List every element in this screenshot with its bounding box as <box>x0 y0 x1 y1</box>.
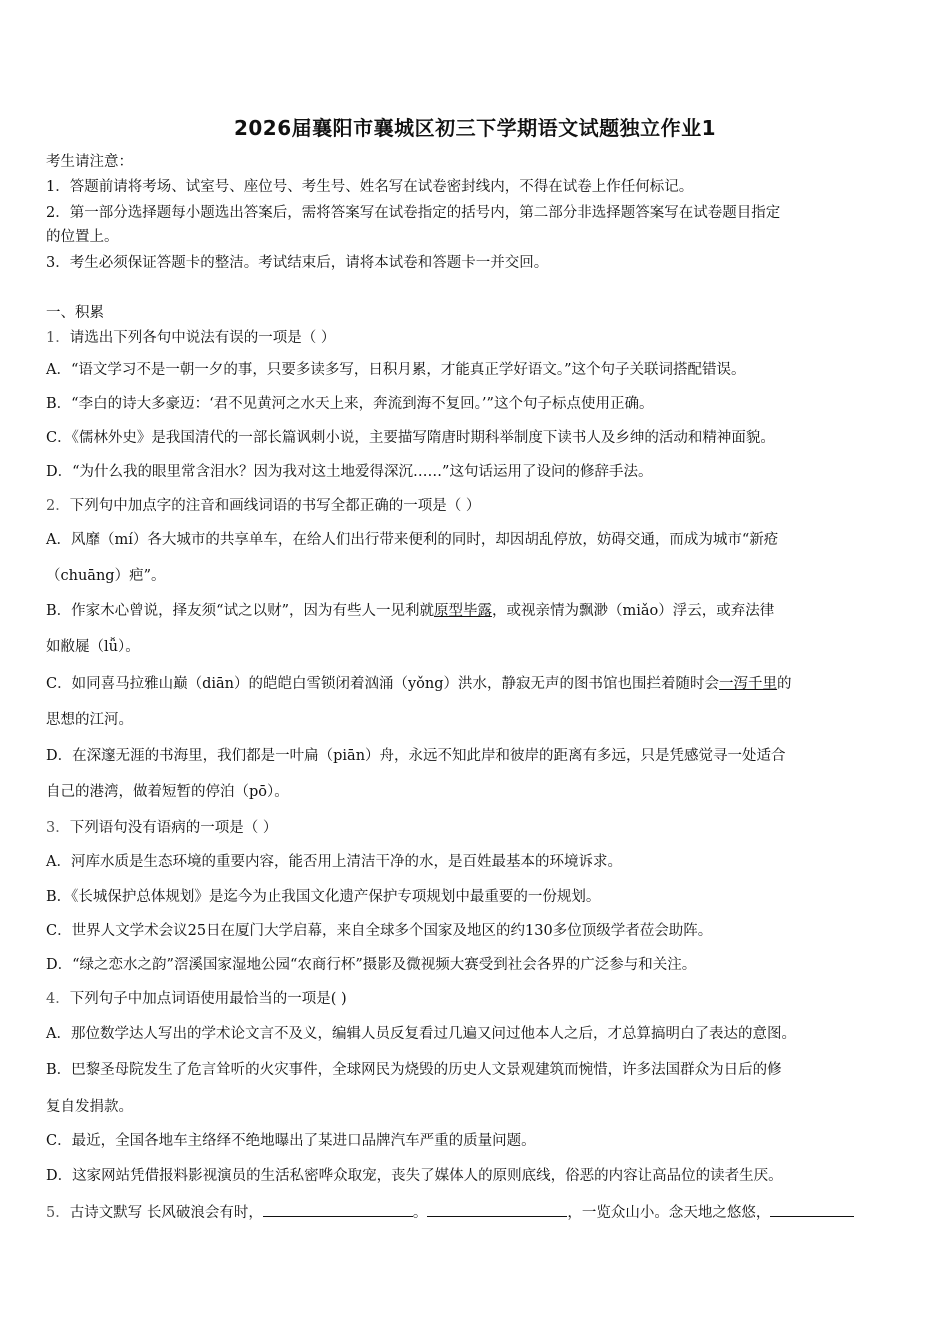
question-3-stem <box>46 818 906 838</box>
q2-option-a-cont: （chuāng）疤”。 <box>46 568 166 584</box>
q2-option-b-cont: 如敝屣（lǚ）。 <box>46 639 140 655</box>
q3-option-a: A．河库水质是生态环境的重要内容，能否用上清洁干净的水，是百姓最基本的环境诉求。 <box>46 854 622 870</box>
notice-item-2: 2．第一部分选择题每小题选出答案后，需将答案写在试卷指定的括号内，第二部分非选择题答案写在试卷题目指定 <box>46 205 781 221</box>
question-number: 3． <box>46 820 70 836</box>
question-2-stem <box>46 496 906 516</box>
q1-option-b: B．“李白的诗大多豪迈：‘君不见黄河之水天上来，奔流到海不复回。’”这个句子标点使用正确。 <box>46 396 654 412</box>
q3-option-d: D．“绿之恋水之韵”滘溪国家湿地公园“农商行杯”摄影及微视频大赛受到社会各界的广泛参与和关注。 <box>46 957 697 973</box>
q2-option-a: A．风靡（mí）各大城市的共享单车，在给人们出行带来便利的同时，却因胡乱停放，妨碍交通，而成为城市“新疮 <box>46 532 779 548</box>
q4-option-b: B．巴黎圣母院发生了危言耸听的火灾事件，全球网民为烧毁的历史人文景观建筑而惋惜，许多法国群众为日后的修 <box>46 1062 782 1078</box>
q4-option-d: D．这家网站凭借报料影视演员的生活私密哗众取宠，丧失了媒体人的原则底线，俗恶的内容让高品位的读者生厌。 <box>46 1168 783 1184</box>
question-number: 2． <box>46 498 70 514</box>
notice-item-2-cont: 的位置上。 <box>46 229 119 245</box>
question-text: 。 <box>412 1205 428 1221</box>
q2-option-c-cont: 思想的江河。 <box>46 712 133 728</box>
q1-option-a: A．“语文学习不是一朝一夕的事，只要多读多写，日积月累，才能真正学好语文。”这个句子关联词搭配错误。 <box>46 362 746 378</box>
q2-option-d-cont: 自己的港湾，做着短暂的停泊（pō）。 <box>46 784 289 800</box>
page-title: 2026届襄阳市襄城区初三下学期语文试题独立作业1 <box>233 116 717 140</box>
q4-option-b-cont: 复自发捐款。 <box>46 1099 133 1115</box>
answer-blank[interactable] <box>427 1202 567 1217</box>
q1-option-c: C．《儒林外史》是我国清代的一部长篇讽刺小说，主要描写隋唐时期科举制度下读书人及乡绅的活动和精神面貌。 <box>46 430 775 446</box>
option-text: C．如同喜马拉雅山巅（diān）的皑皑白雪锁闭着汹涌（yǒng）洪水，静寂无声的图书馆也围拦着随时会 <box>46 676 720 692</box>
underlined-word: 一泻千里 <box>719 676 778 692</box>
q4-option-a: A．那位数学达人写出的学术论文言不及义，编辑人员反复看过几遍又问过他本人之后，才总算搞明白了表达的意图。 <box>46 1026 796 1042</box>
q2-option-b <box>46 601 906 621</box>
question-text: 下列语句没有语病的一项是（ ） <box>69 820 278 836</box>
q3-option-b: B．《长城保护总体规划》是迄今为止我国文化遗产保护专项规划中最重要的一份规划。 <box>46 889 601 905</box>
option-text: B．作家木心曾说，择友须“试之以财”，因为有些人一见利就 <box>46 603 434 619</box>
question-text: 古诗文默写 长风破浪会有时， <box>69 1205 263 1221</box>
notice-heading: 考生请注意： <box>46 154 133 170</box>
option-text: 的 <box>777 676 792 692</box>
answer-blank[interactable] <box>770 1202 854 1217</box>
notice-item-3: 3．考生必须保证答题卡的整洁。考试结束后，请将本试卷和答题卡一并交回。 <box>46 255 549 271</box>
question-text: 下列句中加点字的注音和画线词语的书写全都正确的一项是（ ） <box>69 498 481 514</box>
question-1-stem <box>46 328 906 348</box>
q4-option-c: C．最近，全国各地车主络绎不绝地曝出了某进口品牌汽车严重的质量问题。 <box>46 1133 536 1149</box>
q1-option-d: D．“为什么我的眼里常含泪水？因为我对这土地爱得深沉……”这句话运用了设问的修辞手法。 <box>46 464 653 480</box>
q2-option-c <box>46 674 906 694</box>
underlined-word: 原型毕露 <box>433 603 492 619</box>
question-4-stem <box>46 989 906 1009</box>
q3-option-c: C．世界人文学术会议25日在厦门大学启幕，来自全球多个国家及地区的约130多位顶级学者莅会助阵。 <box>46 923 713 939</box>
question-number: 5． <box>46 1205 70 1221</box>
question-5-stem <box>46 1202 906 1223</box>
q2-option-d: D．在深邃无涯的书海里，我们都是一叶扁（piān）舟，永远不知此岸和彼岸的距离有多远，只是凭感觉寻一处适合 <box>46 748 786 764</box>
option-text: ，或视亲情为飘渺（miǎo）浮云，或弃法律 <box>491 603 775 619</box>
notice-item-1: 1．答题前请将考场、试室号、座位号、考生号、姓名写在试卷密封线内，不得在试卷上作任何标记。 <box>46 179 694 195</box>
question-text: 下列句子中加点词语使用最恰当的一项是( ) <box>69 991 347 1007</box>
question-number: 4． <box>46 991 70 1007</box>
question-text: 请选出下列各句中说法有误的一项是（ ） <box>69 330 336 346</box>
section-heading: 一、积累 <box>46 305 104 321</box>
question-number: 1． <box>46 330 70 346</box>
question-text: ，一览众山小。念天地之悠悠， <box>567 1205 771 1221</box>
answer-blank[interactable] <box>263 1202 413 1217</box>
